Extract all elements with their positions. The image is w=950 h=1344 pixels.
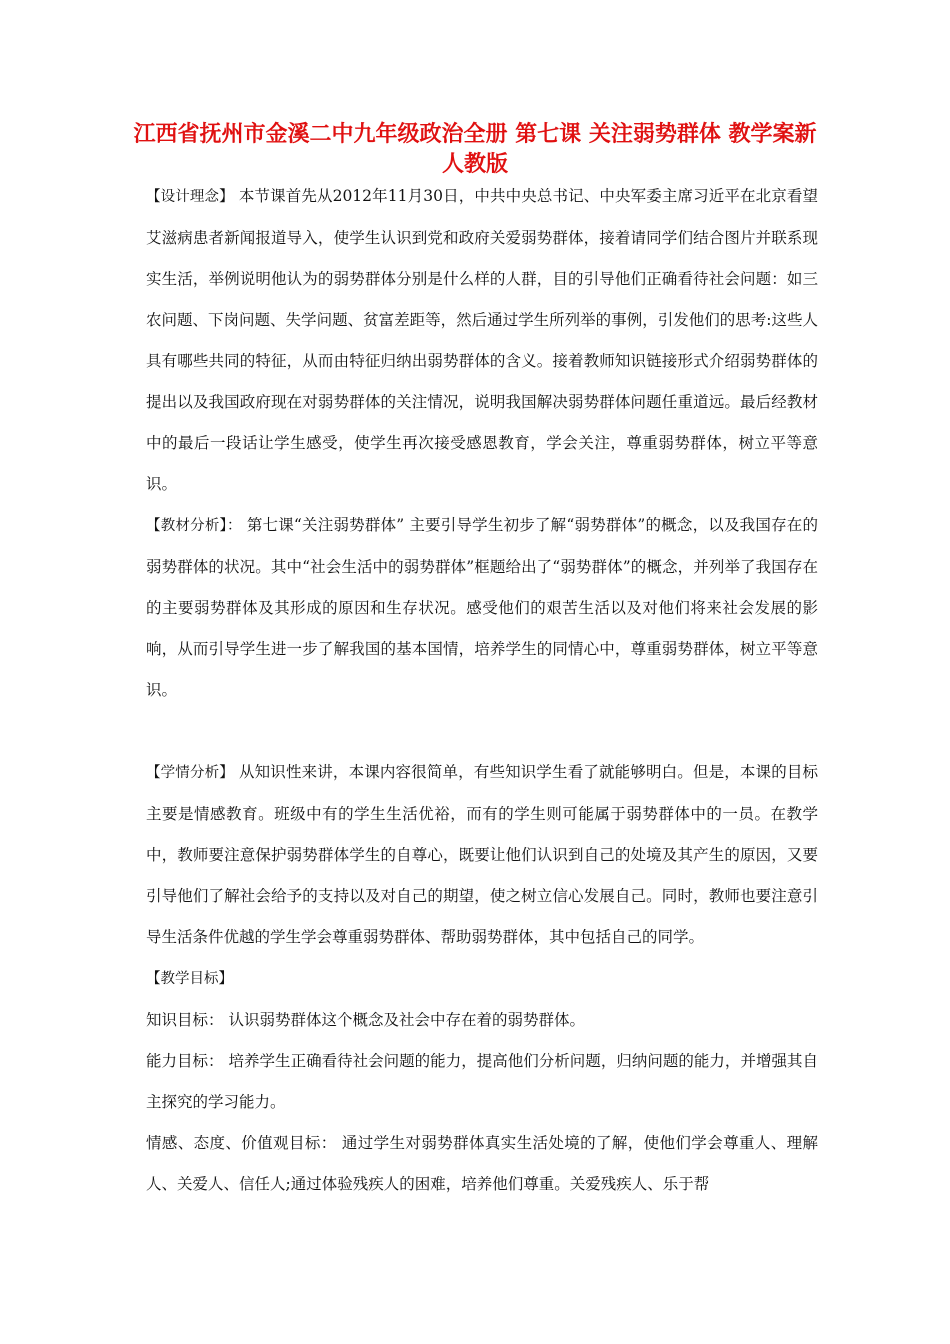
student-analysis-text: 从知识性来讲，本课内容很简单，有些知识学生看了就能够明白。但是，本课的目标主要是情感教育。班级中有的学生生活优裕，而有的学生则可能属于弱势群体中的一员。在教学中，教师要注意保护弱势群体学生的自尊心，既要让他们认识到自己的处境及其产生的原因，又要引导他们了解社会给予的支持以及对自己的期望，使之树立信心发展自己。同时，教师也要注意引导生活条件优越的学生学会尊重弱势群体、帮助弱势群体，其中包括自己的同学。 [146, 763, 818, 946]
design-concept-paragraph [146, 176, 818, 505]
student-analysis-label: 【学情分析】 [146, 765, 234, 781]
ability-goal-paragraph [146, 1041, 818, 1123]
document-title: 江西省抚州市金溪二中九年级政治全册 第七课 关注弱势群体 教学案新人教版 [133, 122, 817, 177]
knowledge-goal-paragraph [146, 1000, 818, 1041]
emotion-goal-paragraph [146, 1123, 818, 1205]
teaching-goals-label: 【教学目标】 [146, 971, 233, 987]
emotion-goal-label: 情感、态度、价值观目标： [146, 1134, 337, 1152]
knowledge-goal-text: 认识弱势群体这个概念及社会中存在着的弱势群体。 [223, 1011, 585, 1029]
knowledge-goal-label: 知识目标： [146, 1011, 224, 1029]
textbook-analysis-text: 第七课“关注弱势群体” 主要引导学生初步了解“弱势群体”的概念，以及我国存在的弱势群体的状况。其中“社会生活中的弱势群体”框题给出了“弱势群体”的概念，并列举了我国存在的主要弱势群体及其形成的原因和生存状况。感受他们的艰苦生活以及对他们将来社会发展的影响，从而引导学生进一步了解我国的基本国情，培养学生的同情心中，尊重弱势群体，树立平等意识。 [146, 516, 818, 699]
emotion-goal-text: 通过学生对弱势群体真实生活处境的了解，使他们学会尊重人、理解人、关爱人、信任人;通过体验残疾人的困难，培养他们尊重。关爱残疾人、乐于帮 [146, 1134, 818, 1193]
ability-goal-label: 能力目标： [146, 1052, 224, 1070]
design-concept-label: 【设计理念】 [146, 189, 234, 205]
student-analysis-paragraph [146, 752, 818, 958]
teaching-goals-heading [146, 958, 818, 1000]
ability-goal-text: 培养学生正确看待社会问题的能力，提高他们分析问题，归纳问题的能力，并增强其自主探究的学习能力。 [146, 1052, 818, 1111]
textbook-analysis-label: 【教材分析】： [146, 518, 242, 534]
document-body [146, 176, 818, 1205]
textbook-analysis-paragraph [146, 505, 818, 711]
design-concept-text: 本节课首先从2012年11月30日，中共中央总书记、中央军委主席习近平在北京看望艾滋病患者新闻报道导入，使学生认识到党和政府关爱弱势群体，接着请同学们结合图片并联系现实生活，举例说明他认为的弱势群体分别是什么样的人群，目的引导他们正确看待社会问题：如三农问题、下岗问题、失学问题、贫富差距等，然后通过学生所列举的事例，引发他们的思考:这些人具有哪些共同的特征，从而由特征归纳出弱势群体的含义。接着教师知识链接形式介绍弱势群体的提出以及我国政府现在对弱势群体的关注情况，说明我国解决弱势群体问题任重道远。最后经教材中的最后一段话让学生感受，使学生再次接受感恩教育，学会关注，尊重弱势群体，树立平等意识。 [146, 187, 819, 493]
